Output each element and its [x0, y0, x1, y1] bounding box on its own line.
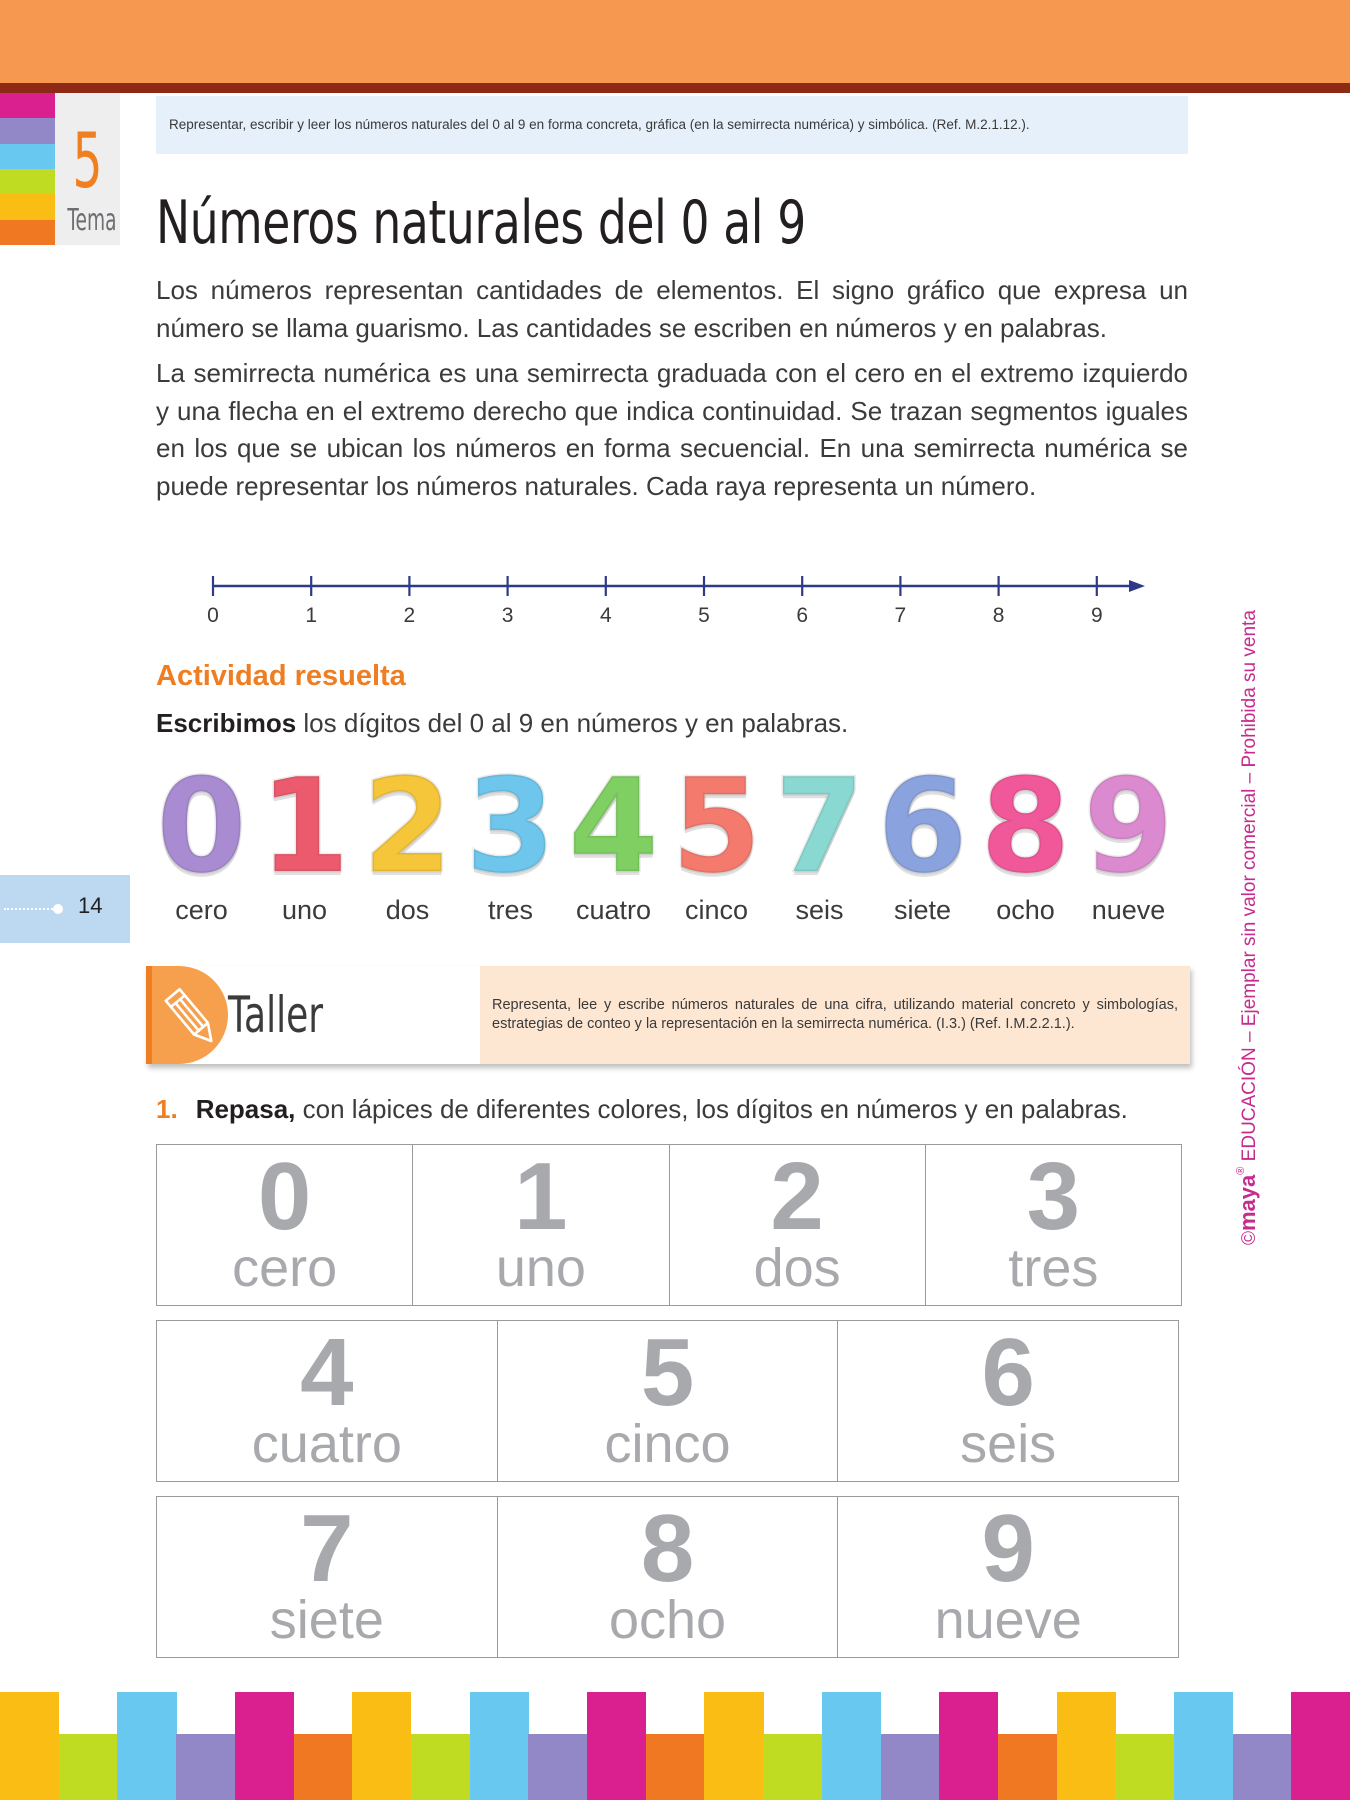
taller-description: Representa, lee y escribe números naturales de una cifra, utilizando material concreto y simbologías, estrategias de conteo y la representación en la semirrecta numérica. (I.3.) (Ref. I.M.2.2.1.). [480, 966, 1190, 1064]
color-stripe [0, 1692, 59, 1800]
trace-cell [157, 1145, 413, 1305]
trace-digit: 4 [300, 1319, 354, 1426]
trace-word: uno [495, 1238, 586, 1298]
number-line-label: 3 [501, 604, 514, 627]
page-title: Números naturales del 0 al 9 [156, 188, 806, 258]
activity-verb: Escribimos [156, 708, 297, 738]
color-tabs [0, 93, 55, 245]
activity-title: Actividad resuelta [156, 660, 406, 692]
colored-digit [562, 750, 665, 902]
digit-word: cero [175, 895, 228, 925]
trace-digit: 8 [640, 1495, 695, 1602]
colored-digit [356, 750, 459, 902]
color-tab [0, 93, 55, 118]
activity-instruction [156, 708, 848, 739]
curriculum-reference [156, 96, 1188, 154]
taller-banner [146, 966, 1190, 1064]
page-number: 14 [78, 893, 103, 918]
digit-word: ocho [996, 895, 1055, 925]
trace-word: siete [269, 1590, 384, 1650]
trace-cell [670, 1145, 926, 1305]
trace-word: cinco [604, 1414, 731, 1474]
digit-word: dos [385, 895, 430, 925]
digit-word: cinco [684, 895, 749, 925]
trace-digit: 2 [770, 1143, 824, 1250]
top-color-band [0, 0, 1350, 83]
trace-digit: 3 [1026, 1143, 1081, 1250]
trace-cell [838, 1321, 1178, 1481]
task-text: con lápices de diferentes colores, los dígitos en números y en palabras. [295, 1094, 1128, 1124]
trace-digit: 1 [514, 1143, 568, 1250]
paragraph-2: La semirrecta numérica es una semirrecta graduada con el cero en el extremo izquierdo y una flecha en el extremo derecho que indica continuidad. Se trazan segmentos iguales en los que se ubican los números en forma secuencial. En una semirrecta numérica se puede representar los números naturales. Cada raya representa un número. [156, 358, 1188, 501]
colored-digits [150, 750, 1180, 902]
number-line-arrow [1129, 580, 1145, 592]
trace-cell [926, 1145, 1181, 1305]
number-line-label: 4 [599, 604, 612, 627]
trace-cell [498, 1497, 839, 1657]
bottom-color-stripes [0, 1692, 1350, 1800]
digit-word: seis [795, 895, 844, 925]
colored-digit [768, 750, 871, 902]
color-tab [0, 194, 55, 219]
colored-digit [974, 750, 1077, 902]
colored-digit-glyph: 6 [877, 750, 968, 902]
task-instruction [156, 1094, 1128, 1125]
copyright-credit: ©maya® EDUCACIÓN – Ejemplar sin valor comercial – Prohibida su venta [1235, 610, 1260, 1245]
paragraph-1: Los números representan cantidades de elementos. El signo gráfico que expresa un número se llama guarismo. Las cantidades se escriben en números y en palabras. [156, 275, 1188, 343]
color-stripe [294, 1734, 353, 1800]
color-stripe [411, 1734, 470, 1800]
digit-word: siete [893, 895, 952, 925]
trace-digit: 9 [981, 1495, 1035, 1602]
trace-word: seis [960, 1414, 1057, 1474]
color-stripe [176, 1734, 235, 1800]
color-stripe [587, 1692, 646, 1800]
digit-word: cuatro [575, 895, 652, 925]
color-tab [0, 220, 55, 245]
color-stripe [763, 1734, 822, 1800]
trace-cell [498, 1321, 839, 1481]
color-stripe [704, 1692, 763, 1800]
color-stripe [1057, 1692, 1116, 1800]
color-stripe [1233, 1734, 1292, 1800]
number-line [195, 570, 1155, 630]
trace-row-1 [156, 1144, 1182, 1306]
trace-word: tres [1008, 1238, 1099, 1298]
colored-digit [871, 750, 974, 902]
trace-row-2 [156, 1320, 1179, 1482]
maya-logo: maya [1235, 1174, 1260, 1231]
color-stripe [1115, 1734, 1174, 1800]
digit-word: tres [487, 895, 533, 925]
color-stripe [881, 1734, 940, 1800]
color-tab [0, 144, 55, 169]
task-number: 1. [156, 1094, 178, 1124]
number-line-label: 7 [894, 604, 907, 627]
color-stripe [59, 1734, 118, 1800]
color-stripe [1174, 1692, 1233, 1800]
colored-digit-glyph: 3 [465, 750, 556, 902]
trace-word: dos [753, 1238, 841, 1298]
colored-digit-glyph: 2 [362, 750, 453, 902]
trace-digit: 0 [257, 1143, 312, 1250]
dot-marker [53, 904, 63, 914]
trace-word: ocho [608, 1590, 727, 1650]
color-stripe [646, 1734, 705, 1800]
trace-cell [413, 1145, 669, 1305]
colored-digit [459, 750, 562, 902]
colored-digit-glyph: 8 [980, 750, 1071, 902]
colored-digit [1077, 750, 1180, 902]
dotted-line [4, 908, 56, 910]
color-stripe [528, 1734, 587, 1800]
reference-text: Representar, escribir y leer los números naturales del 0 al 9 en forma concreta, gráfica (en la semirrecta numérica) y simbólica. (Ref. M.2.1.12.). [169, 117, 1030, 132]
color-tab [0, 169, 55, 194]
tema-label: Tema [67, 203, 117, 238]
number-line-label: 9 [1090, 604, 1103, 627]
number-line-label: 8 [992, 604, 1005, 627]
color-stripe [998, 1734, 1057, 1800]
trace-word: cero [232, 1238, 338, 1298]
number-line-label: 1 [305, 604, 318, 627]
colored-digit [665, 750, 768, 902]
color-stripe [822, 1692, 881, 1800]
trace-digit: 5 [640, 1319, 695, 1426]
trace-cell [838, 1497, 1178, 1657]
colored-digit-glyph: 9 [1083, 750, 1174, 902]
number-line-label: 0 [207, 604, 219, 627]
number-line-label: 5 [698, 604, 710, 627]
activity-text: los dígitos del 0 al 9 en números y en palabras. [296, 708, 849, 738]
colored-digit [150, 750, 253, 902]
trace-cell [157, 1321, 498, 1481]
color-stripe [1291, 1692, 1350, 1800]
trace-word: cuatro [251, 1414, 402, 1474]
colored-digit-glyph: 0 [156, 750, 247, 902]
colored-digit-glyph: 5 [671, 750, 762, 902]
colored-digit [253, 750, 356, 902]
taller-badge [152, 966, 228, 1064]
colored-digit-glyph: 4 [568, 750, 659, 902]
pencil-icon [152, 966, 228, 1064]
trace-row-3 [156, 1496, 1179, 1658]
color-stripe [117, 1692, 176, 1800]
tema-number: 5 [72, 116, 103, 205]
color-tab [0, 118, 55, 143]
page-number-tab [0, 875, 130, 943]
color-stripe [235, 1692, 294, 1800]
color-stripe [939, 1692, 998, 1800]
taller-label: Taller [228, 986, 324, 1044]
trace-digit: 6 [981, 1319, 1035, 1426]
task-verb: Repasa, [195, 1094, 296, 1124]
digit-word: nueve [1091, 895, 1166, 925]
trace-cell [157, 1497, 498, 1657]
tema-badge [55, 93, 120, 245]
number-line-label: 6 [796, 604, 809, 627]
trace-word: nueve [934, 1590, 1082, 1650]
digit-word: uno [281, 895, 328, 925]
number-line-label: 2 [403, 604, 416, 627]
colored-digit-glyph: 1 [259, 750, 350, 902]
top-dark-line [0, 83, 1350, 93]
color-stripe [470, 1692, 529, 1800]
trace-digit: 7 [300, 1495, 354, 1602]
colored-digit-glyph: 7 [774, 750, 865, 902]
color-stripe [352, 1692, 411, 1800]
